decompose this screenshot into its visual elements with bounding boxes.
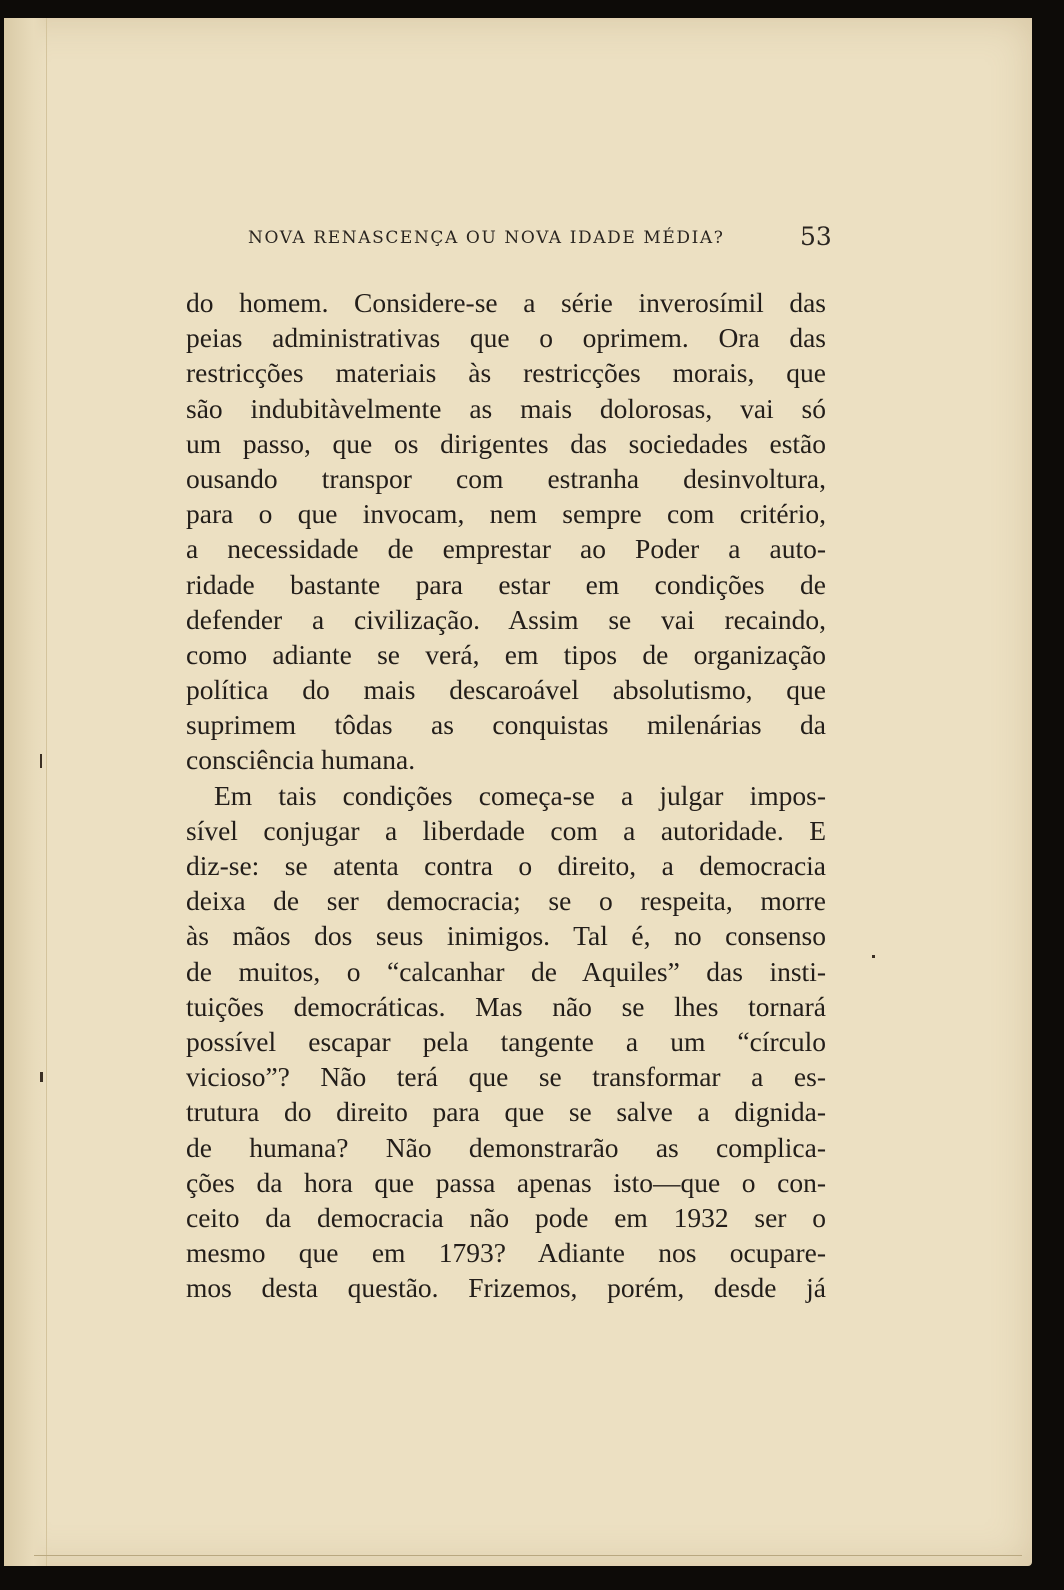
text-line: ridade bastante para estar em condições de — [186, 568, 826, 600]
binding-gutter — [4, 18, 47, 1566]
body-text — [186, 285, 826, 1305]
text-line: mesmo que em 1793? Adiante nos ocupare- — [186, 1237, 826, 1269]
paragraph-first-line: Em tais condições começa-se a julgar impos- — [214, 779, 826, 811]
text-line: ousando transpor com estranha desinvoltura, — [186, 462, 826, 494]
page-bottom-edge — [34, 1555, 1022, 1556]
text-line: a necessidade de emprestar ao Poder a auto- — [186, 533, 826, 565]
margin-speck — [872, 955, 875, 958]
text-line: restricções materiais às restricções morais, que — [186, 357, 826, 389]
page-number: 53 — [800, 222, 832, 251]
text-line: ções da hora que passa apenas isto—que o con- — [186, 1166, 826, 1198]
text-line: mos desta questão. Frizemos, porém, desde já — [186, 1272, 826, 1304]
margin-speck — [40, 1072, 43, 1082]
text-line: são indubitàvelmente as mais dolorosas, vai só — [186, 392, 826, 424]
text-line: ceito da democracia não pode em 1932 ser o — [186, 1201, 826, 1233]
text-line: política do mais descaroável absolutismo, que — [186, 674, 826, 706]
text-line: deixa de ser democracia; se o respeita, morre — [186, 885, 826, 917]
text-line: um passo, que os dirigentes das sociedades estão — [186, 427, 826, 459]
running-header — [248, 222, 832, 262]
text-line: para o que invocam, nem sempre com critério, — [186, 498, 826, 530]
text-line: às mãos dos seus inimigos. Tal é, no consenso — [186, 920, 826, 952]
text-line: diz-se: se atenta contra o direito, a democracia — [186, 850, 826, 881]
text-line: do homem. Considere-se a série inverosímil das — [186, 287, 826, 318]
text-line: tuições democráticas. Mas não se lhes tornará — [186, 990, 826, 1022]
text-line: sível conjugar a liberdade com a autoridade. E — [186, 814, 826, 846]
text-line: trutura do direito para que se salve a dignida- — [186, 1096, 826, 1128]
paragraph-end-line: consciência humana. — [186, 744, 416, 776]
running-title: NOVA RENASCENÇA OU NOVA IDADE MÉDIA? — [248, 228, 725, 248]
text-line: como adiante se verá, em tipos de organização — [186, 638, 826, 670]
text-line: de muitos, o “calcanhar de Aquiles” das insti- — [186, 955, 826, 987]
text-line: de humana? Não demonstrarão as complica- — [186, 1131, 826, 1163]
text-line: peias administrativas que o oprimem. Ora das — [186, 322, 826, 354]
text-line: defender a civilização. Assim se vai recaindo, — [186, 603, 826, 635]
margin-speck — [40, 754, 42, 768]
text-line: possível escapar pela tangente a um “círculo — [186, 1025, 826, 1057]
text-line: suprimem tôdas as conquistas milenárias da — [186, 709, 826, 741]
text-line: vicioso”? Não terá que se transformar a es- — [186, 1061, 826, 1093]
